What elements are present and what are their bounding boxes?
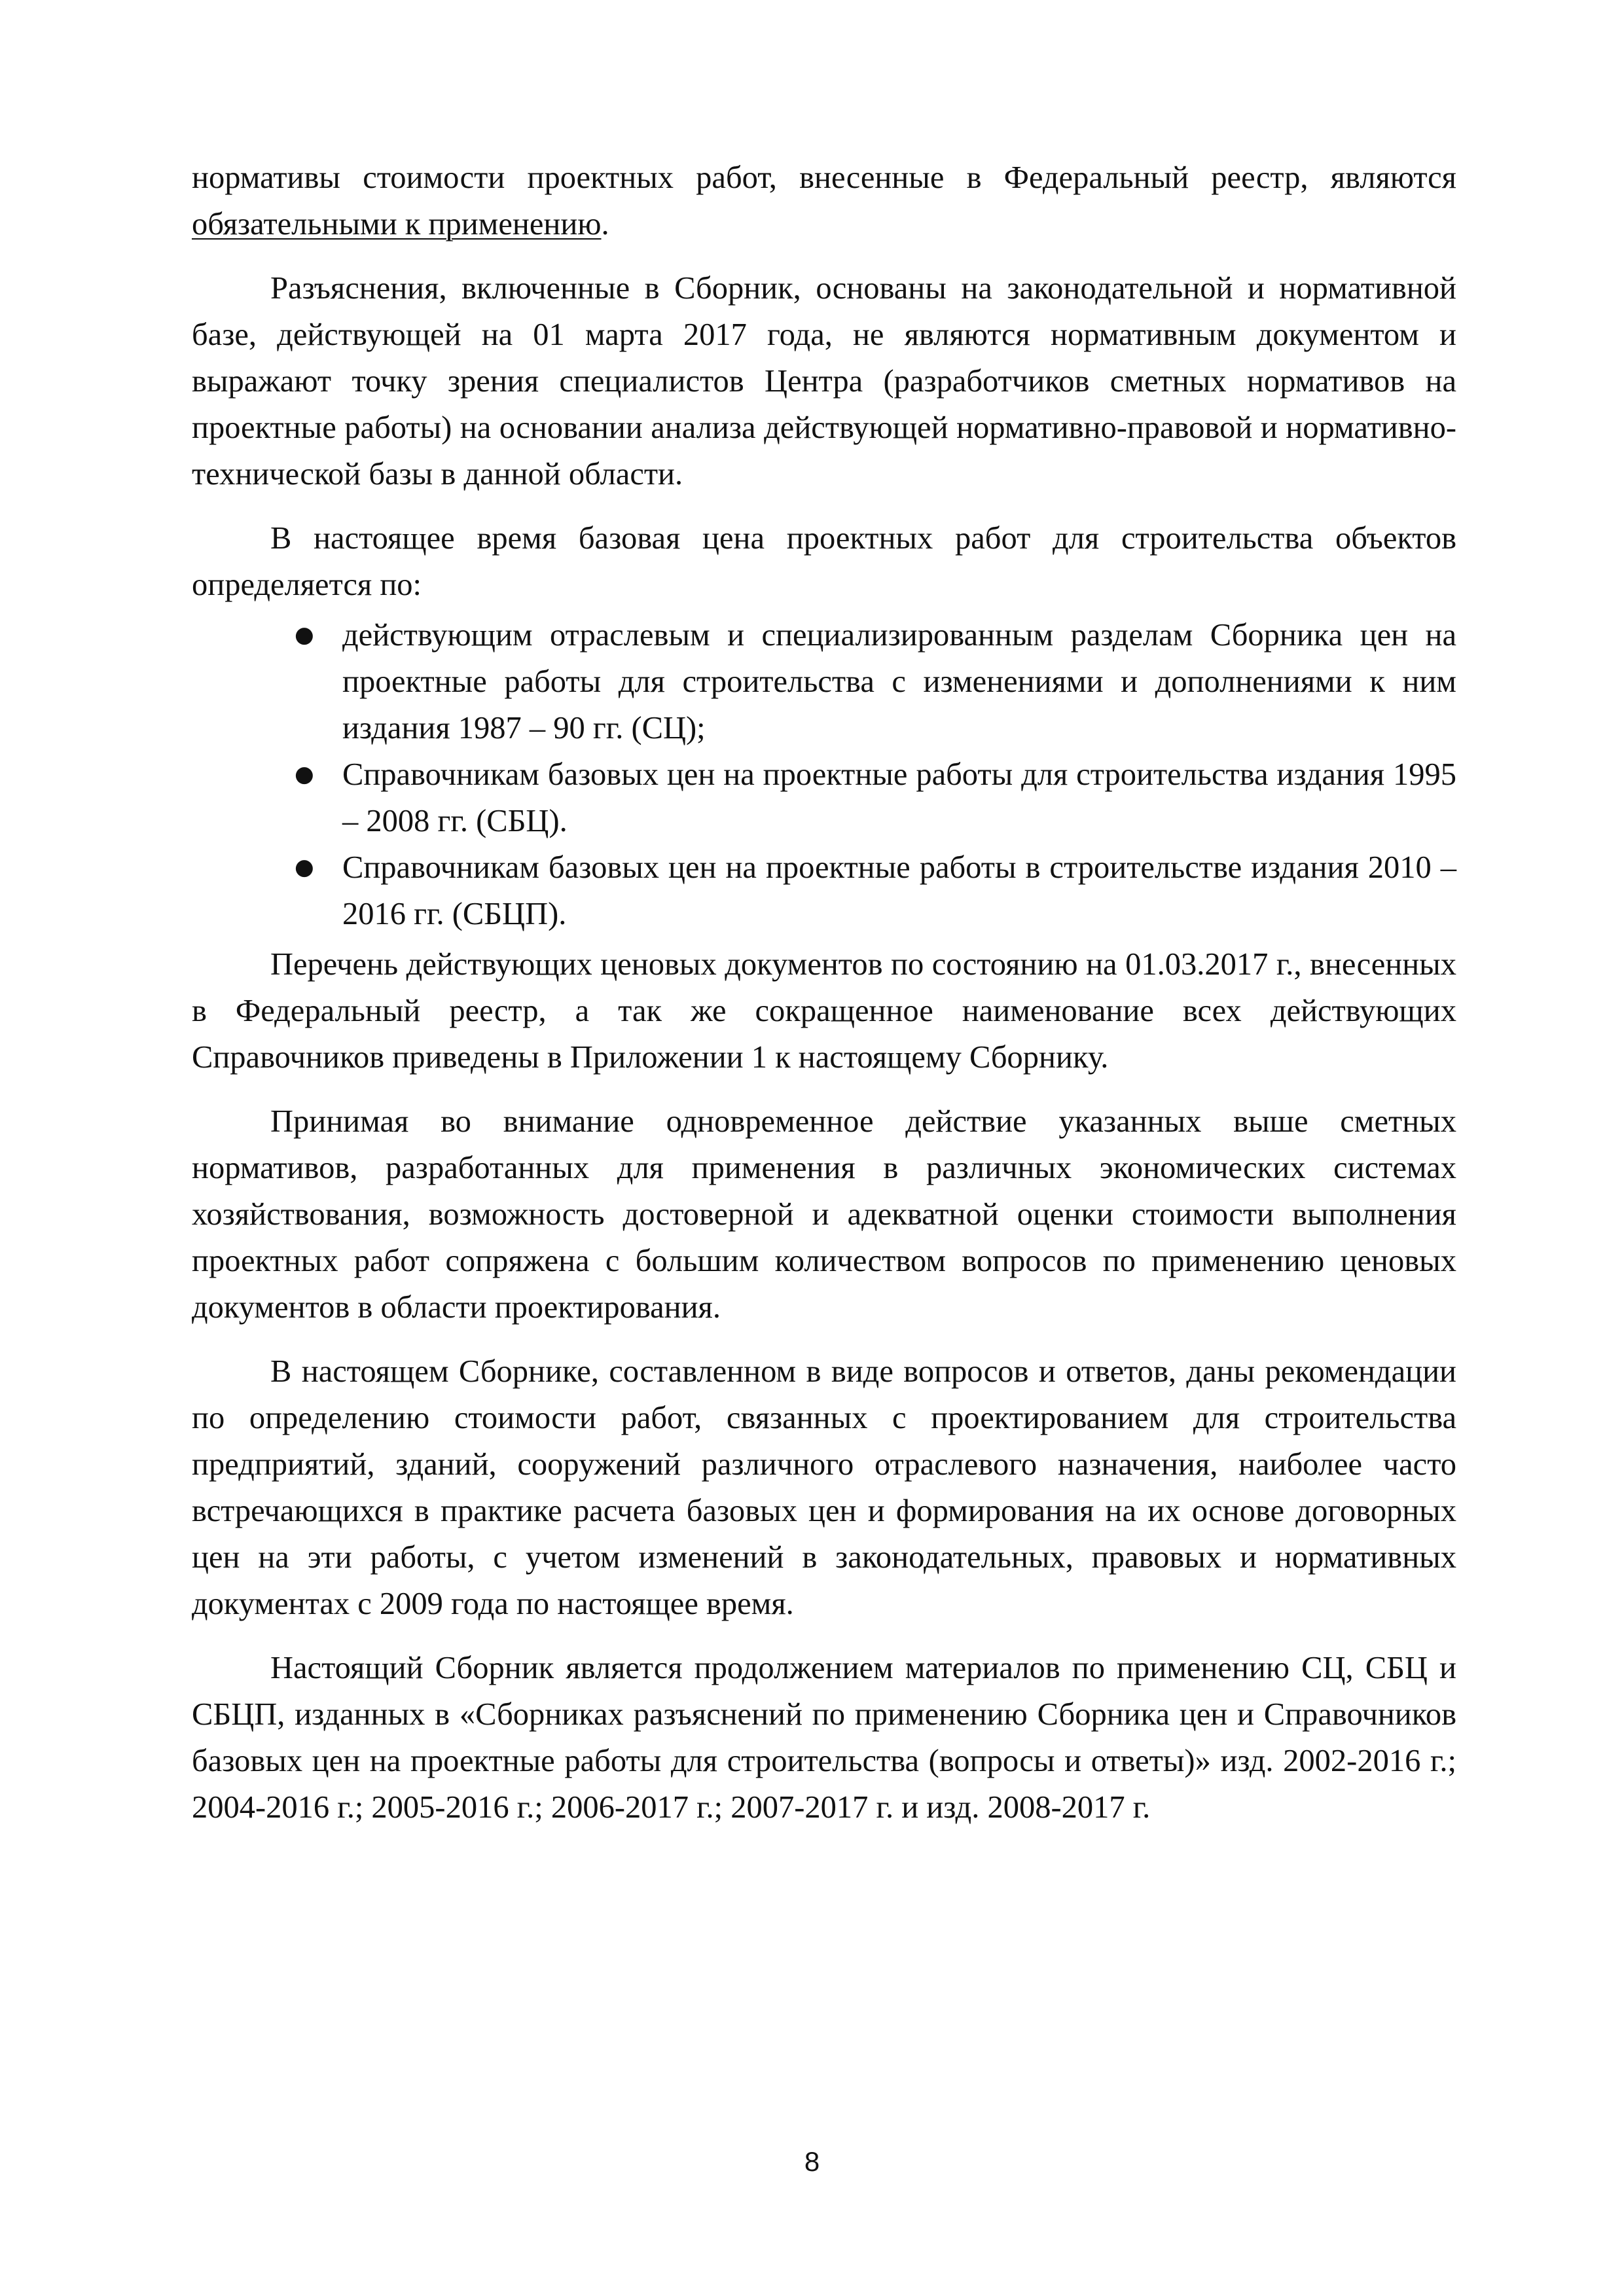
bullet-item-text: действующим отраслевым и специализированным разделам Сборника цен на проектные работы для строительства с изменениями и дополнениями к ним издания 1987 – 90 гг. (СЦ); <box>342 618 1456 745</box>
bullet-list <box>192 612 1456 937</box>
paragraph-6: В настоящем Сборнике, составленном в виде вопросов и ответов, даны рекомендации по определению стоимости работ, связанных с проектированием для строительства предприятий, зданий, сооружений различного отраслевого назначения, наиболее часто встречающихся в практике расчета базовых цен и формирования на их основе договорных цен на эти работы, с учетом изменений в законодательных, правовых и нормативных документах с 2009 года по настоящее время. <box>192 1354 1456 1621</box>
paragraph-1-text: нормативы стоимости проектных работ, внесенные в Федеральный реестр, являются <box>192 160 1456 195</box>
page-number: 8 <box>804 2146 820 2177</box>
bullet-item-text: Справочникам базовых цен на проектные работы в строительстве издания 2010 – 2016 гг. (СБЦП). <box>342 850 1456 931</box>
page-body <box>192 154 1456 1848</box>
bullet-icon: ● <box>295 854 314 880</box>
bullet-item <box>192 612 1456 751</box>
paragraph-1-underlined-text: обязательными к применению <box>192 207 602 242</box>
bullet-item-text: Справочникам базовых цен на проектные работы для строительства издания 1995 – 2008 гг. (СБЦ). <box>342 757 1456 838</box>
bullet-item <box>192 844 1456 937</box>
bullet-icon: ● <box>295 622 314 648</box>
paragraph-3: В настоящее время базовая цена проектных работ для строительства объектов определяется по: <box>192 521 1456 602</box>
paragraph-5: Принимая во внимание одновременное действие указанных выше сметных нормативов, разработанных для применения в различных экономических системах хозяйствования, возможность достоверной и адекватной оценки стоимости выполнения проектных работ сопряжена с большим количеством вопросов по применению ценовых документов в области проектирования. <box>192 1104 1456 1325</box>
paragraph-4: Перечень действующих ценовых документов по состоянию на 01.03.2017 г., внесенных в Федеральный реестр, а так же сокращенное наименование всех действующих Справочников приведены в Приложении 1 к настоящему Сборнику. <box>192 947 1456 1075</box>
bullet-icon: ● <box>295 761 314 787</box>
paragraph-2: Разъяснения, включенные в Сборник, основаны на законодательной и нормативной базе, действующей на 01 марта 2017 года, не являются нормативным документом и выражают точку зрения специалистов Центра (разработчиков сметных нормативов на проектные работы) на основании анализа действующей нормативно-правовой и нормативно-технической базы в данной области. <box>192 271 1456 492</box>
paragraph-7: Настоящий Сборник является продолжением материалов по применению СЦ, СБЦ и СБЦП, изданных в «Сборниках разъяснений по применению Сборника цен и Справочников базовых цен на проектные работы для строительства (вопросы и ответы)» изд. 2002-2016 г.; 2004-2016 г.; 2005-2016 г.; 2006-2017 г.; 2007-2017 г. и изд. 2008-2017 г. <box>192 1651 1456 1825</box>
bullet-item <box>192 751 1456 844</box>
paragraph-1 <box>192 154 1456 247</box>
paragraph-1-end: . <box>601 207 609 242</box>
